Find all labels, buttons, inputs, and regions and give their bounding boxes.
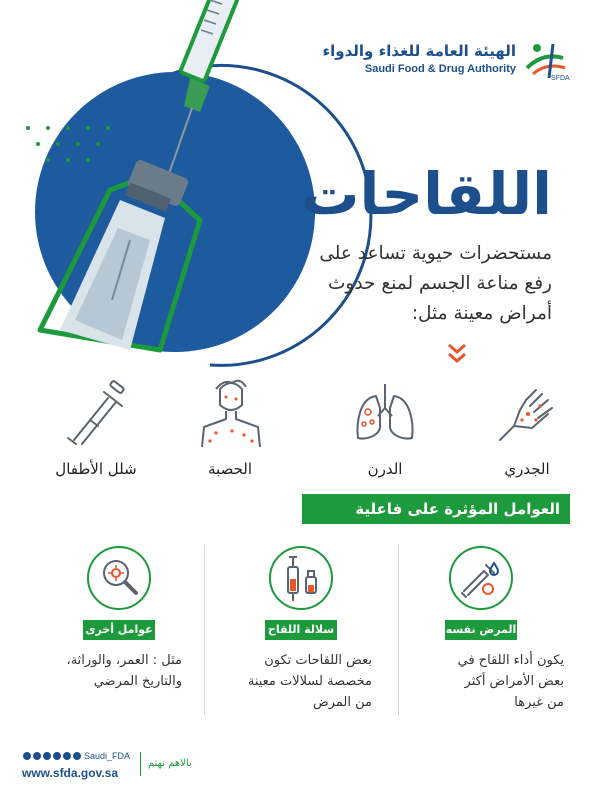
chevron-down-icon	[446, 342, 468, 366]
magnifier-virus-icon	[86, 545, 152, 611]
crutches-icon	[60, 378, 134, 448]
social-handle[interactable]: Saudi_FDA	[84, 751, 131, 761]
disease-label-chickenpox: الجدري	[504, 460, 550, 478]
syringe-vial-icon	[268, 545, 334, 611]
description-line-3: أمراض معينة مثل:	[411, 303, 552, 324]
sfda-logo-icon	[523, 38, 571, 82]
disease-label-polio: شلل الأطفال	[55, 460, 137, 478]
syringe-virus-icon	[448, 545, 514, 611]
website-link[interactable]: www.sfda.gov.sa	[22, 766, 119, 780]
factor-text-disease-itself	[414, 650, 564, 713]
social-media-icons	[22, 751, 82, 761]
description-line-1: مستحضرات حيوية تساعد على	[319, 243, 552, 264]
column-divider	[398, 545, 399, 715]
measles-person-icon	[196, 375, 266, 449]
lungs-icon	[350, 378, 420, 448]
factor-line: مثل : العمر، والوراثة،	[66, 653, 182, 668]
logo-badge: SFDA	[551, 75, 570, 82]
factor-line: والتاريخ المرضي	[93, 674, 182, 689]
factor-tag-other-factors: عوامل أخرى	[83, 620, 155, 640]
factor-text-vaccine-strain	[222, 650, 372, 713]
factor-tag-disease-itself: المرض نفسه	[445, 620, 517, 640]
factor-line: مخصصة لسلالات معينة	[247, 674, 372, 689]
footer-slogan: بالاهم نهتم	[148, 758, 192, 769]
description-line-2: رفع مناعة الجسم لمنع حدوث	[327, 273, 552, 294]
logo-english-name: Saudi Food & Drug Authority	[364, 63, 516, 75]
page-title: اللقاحات	[301, 160, 552, 228]
disease-label-measles: الحصبة	[208, 460, 252, 478]
factors-heading: العوامل المؤثرة على فاعلية اللقاح:	[302, 494, 570, 524]
factor-line: بعض الأمراض أكثر	[464, 674, 564, 689]
column-divider	[204, 545, 205, 715]
footer-divider	[140, 752, 141, 776]
factor-line: من غيرها	[514, 695, 564, 710]
factor-line: من المرض	[313, 695, 372, 710]
factor-line: بعض اللقاحات تكون	[264, 653, 372, 668]
factor-tag-vaccine-strain: سلالة اللقاح	[265, 620, 337, 640]
factor-line: يكون أداء اللقاح في	[457, 653, 564, 668]
factor-text-other-factors	[32, 650, 182, 692]
disease-label-tuberculosis: الدرن	[367, 460, 403, 478]
chickenpox-hand-icon	[492, 378, 562, 448]
logo-arabic-name: الهيئة العامة للغذاء والدواء	[322, 42, 516, 60]
